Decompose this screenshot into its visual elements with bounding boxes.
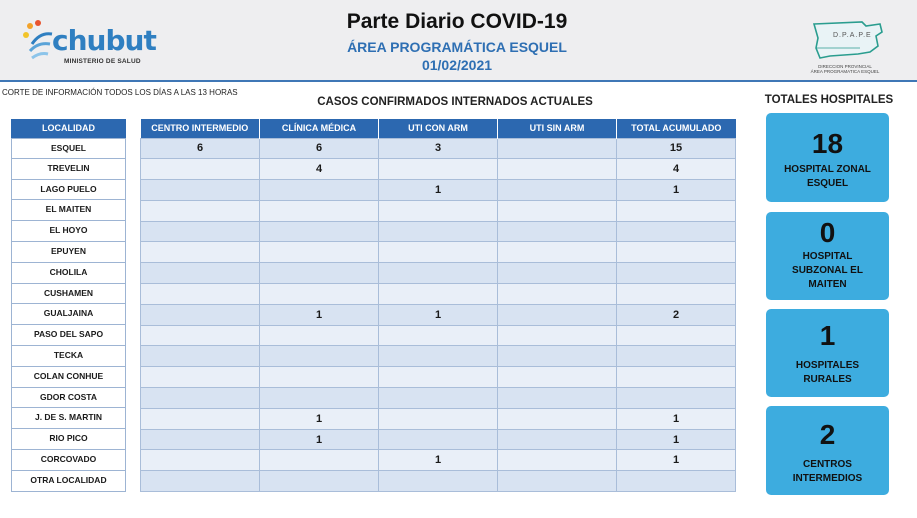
table-cell bbox=[141, 159, 260, 180]
table-cell bbox=[379, 263, 498, 284]
location-cell: EL MAITEN bbox=[11, 200, 126, 221]
table-cell bbox=[498, 325, 617, 346]
location-cell: EPUYEN bbox=[11, 242, 126, 263]
table-cell bbox=[141, 346, 260, 367]
card-value: 0 bbox=[819, 217, 836, 248]
table-cell bbox=[260, 200, 379, 221]
table-cell bbox=[260, 367, 379, 388]
table-cell bbox=[498, 408, 617, 429]
card-value: 1 bbox=[819, 320, 836, 351]
location-cell: RIO PICO bbox=[11, 429, 126, 450]
table-cell: 1 bbox=[617, 429, 736, 450]
table-row bbox=[141, 450, 736, 471]
table-cell bbox=[617, 284, 736, 305]
table-cell bbox=[617, 471, 736, 492]
column-header: CENTRO INTERMEDIO bbox=[141, 119, 260, 138]
location-cell: TREVELIN bbox=[11, 159, 126, 180]
table-cell: 3 bbox=[379, 138, 498, 159]
dpape-caption-line-2: ÁREA PROGRAMATICA ESQUEL bbox=[810, 69, 880, 74]
table-row bbox=[141, 346, 736, 367]
table-row bbox=[141, 429, 736, 450]
table-row bbox=[141, 200, 736, 221]
table-cell bbox=[498, 159, 617, 180]
logo-subtitle: MINISTERIO DE SALUD bbox=[64, 58, 141, 65]
dpape-caption bbox=[800, 64, 890, 74]
cases-table-body bbox=[141, 138, 736, 492]
location-cell: TECKA bbox=[11, 346, 126, 367]
table-cell bbox=[617, 242, 736, 263]
table-cell: 1 bbox=[260, 304, 379, 325]
logo-name: chubut bbox=[52, 24, 156, 57]
table-cell bbox=[617, 200, 736, 221]
table-cell: 1 bbox=[617, 450, 736, 471]
table-cell bbox=[141, 284, 260, 305]
province-map-icon bbox=[800, 18, 890, 64]
table-cell bbox=[260, 450, 379, 471]
card-hospital-subzonal bbox=[766, 212, 889, 300]
dpape-caption-line-1: DIRECCION PROVINCIAL bbox=[818, 64, 872, 69]
table-cell: 1 bbox=[379, 180, 498, 201]
sun-rays-icon bbox=[22, 18, 56, 64]
cases-table-header bbox=[141, 119, 736, 138]
table-cell bbox=[498, 242, 617, 263]
card-value: 2 bbox=[819, 419, 836, 450]
table-cell: 4 bbox=[617, 159, 736, 180]
report-date: 01/02/2021 bbox=[421, 57, 493, 73]
card-hospital-zonal bbox=[766, 113, 889, 202]
header-divider bbox=[0, 80, 917, 82]
table-cell bbox=[498, 388, 617, 409]
location-cell: PASO DEL SAPO bbox=[11, 325, 126, 346]
column-header: CLÍNICA MÉDICA bbox=[260, 119, 379, 138]
table-cell bbox=[260, 325, 379, 346]
table-row bbox=[141, 138, 736, 159]
cutoff-note: CORTE DE INFORMACIÓN TODOS LOS DÍAS A LAS 13 HORAS bbox=[2, 88, 238, 97]
chubut-logo bbox=[22, 18, 162, 70]
page-title: Parte Diario COVID-19 bbox=[346, 10, 568, 33]
card-hospitales-rurales bbox=[766, 309, 889, 397]
table-cell bbox=[379, 408, 498, 429]
table-cell: 15 bbox=[617, 138, 736, 159]
table-cell bbox=[141, 221, 260, 242]
page-subtitle: ÁREA PROGRAMÁTICA ESQUEL bbox=[347, 39, 567, 55]
dpape-logo bbox=[800, 18, 890, 76]
table-cell: 4 bbox=[260, 159, 379, 180]
location-cell: EL HOYO bbox=[11, 221, 126, 242]
table-cell bbox=[141, 325, 260, 346]
table-cell bbox=[260, 180, 379, 201]
location-cell: J. DE S. MARTIN bbox=[11, 408, 126, 429]
table-cell bbox=[379, 429, 498, 450]
location-cell: CORCOVADO bbox=[11, 450, 126, 471]
table-cell: 1 bbox=[260, 408, 379, 429]
card-value: 18 bbox=[811, 128, 844, 159]
table-cell bbox=[141, 388, 260, 409]
table-cell: 1 bbox=[617, 408, 736, 429]
location-header: LOCALIDAD bbox=[11, 119, 126, 138]
table-row bbox=[141, 221, 736, 242]
table-row bbox=[141, 325, 736, 346]
table-cell bbox=[260, 263, 379, 284]
table-cell bbox=[141, 367, 260, 388]
card-label: HOSPITALES RURALES bbox=[795, 360, 860, 385]
location-cell: ESQUEL bbox=[11, 138, 126, 159]
totals-title: TOTALES HOSPITALES bbox=[764, 94, 894, 106]
column-header: UTI CON ARM bbox=[379, 119, 498, 138]
table-cell bbox=[617, 221, 736, 242]
table-cell bbox=[379, 284, 498, 305]
table-cell bbox=[379, 325, 498, 346]
table-cell: 2 bbox=[617, 304, 736, 325]
table-cell bbox=[379, 221, 498, 242]
table-cell bbox=[498, 284, 617, 305]
table-row bbox=[141, 263, 736, 284]
table-cell bbox=[617, 388, 736, 409]
table-cell bbox=[617, 346, 736, 367]
table-cell bbox=[498, 471, 617, 492]
table-cell bbox=[498, 450, 617, 471]
cases-table bbox=[140, 119, 736, 492]
location-cell: COLAN CONHUE bbox=[11, 367, 126, 388]
column-header: TOTAL ACUMULADO bbox=[617, 119, 736, 138]
table-cell: 6 bbox=[260, 138, 379, 159]
table-cell bbox=[379, 159, 498, 180]
table-cell bbox=[260, 242, 379, 263]
table-cell bbox=[498, 200, 617, 221]
dpape-label: D.P.A.P.E bbox=[833, 32, 872, 39]
location-cell: GUALJAINA bbox=[11, 304, 126, 325]
table-cell bbox=[379, 388, 498, 409]
card-label: HOSPITAL ZONAL ESQUEL bbox=[784, 164, 871, 189]
table-cell: 1 bbox=[260, 429, 379, 450]
table-cell bbox=[141, 471, 260, 492]
table-cell: 1 bbox=[379, 450, 498, 471]
table-cell bbox=[379, 242, 498, 263]
table-cell bbox=[141, 304, 260, 325]
table-row bbox=[141, 388, 736, 409]
table-cell bbox=[141, 429, 260, 450]
table-cell bbox=[498, 263, 617, 284]
table-cell bbox=[379, 471, 498, 492]
table-cell bbox=[379, 367, 498, 388]
table-cell bbox=[617, 325, 736, 346]
table-cell bbox=[498, 429, 617, 450]
table-cell bbox=[260, 221, 379, 242]
table-cell bbox=[617, 367, 736, 388]
table-row bbox=[141, 304, 736, 325]
table-cell: 1 bbox=[617, 180, 736, 201]
location-cell: CHOLILA bbox=[11, 263, 126, 284]
table-cell bbox=[260, 388, 379, 409]
table-cell bbox=[379, 200, 498, 221]
table-title: CASOS CONFIRMADOS INTERNADOS ACTUALES bbox=[317, 96, 593, 108]
table-row bbox=[141, 408, 736, 429]
table-cell bbox=[141, 242, 260, 263]
location-cell: LAGO PUELO bbox=[11, 180, 126, 201]
report-header bbox=[0, 0, 917, 80]
table-row bbox=[141, 180, 736, 201]
table-cell bbox=[498, 221, 617, 242]
location-cell: GDOR COSTA bbox=[11, 388, 126, 409]
table-cell bbox=[141, 180, 260, 201]
table-row bbox=[141, 367, 736, 388]
card-label: CENTROS INTERMEDIOS bbox=[792, 459, 863, 484]
table-row bbox=[141, 159, 736, 180]
location-cell: CUSHAMEN bbox=[11, 284, 126, 305]
table-cell bbox=[498, 138, 617, 159]
table-cell: 6 bbox=[141, 138, 260, 159]
table-cell bbox=[141, 200, 260, 221]
table-cell bbox=[141, 408, 260, 429]
table-cell bbox=[498, 304, 617, 325]
table-row bbox=[141, 471, 736, 492]
location-list bbox=[11, 138, 126, 492]
table-cell bbox=[260, 471, 379, 492]
table-cell bbox=[260, 284, 379, 305]
table-cell bbox=[617, 263, 736, 284]
table-cell bbox=[379, 346, 498, 367]
table-cell bbox=[498, 346, 617, 367]
card-label: HOSPITAL SUBZONAL EL MAITEN bbox=[792, 251, 863, 290]
table-row bbox=[141, 242, 736, 263]
location-cell: OTRA LOCALIDAD bbox=[11, 471, 126, 492]
table-row bbox=[141, 284, 736, 305]
table-cell bbox=[498, 367, 617, 388]
table-cell bbox=[141, 450, 260, 471]
table-cell: 1 bbox=[379, 304, 498, 325]
table-cell bbox=[498, 180, 617, 201]
table-cell bbox=[260, 346, 379, 367]
card-centros-intermedios bbox=[766, 406, 889, 495]
column-header: UTI SIN ARM bbox=[498, 119, 617, 138]
table-cell bbox=[141, 263, 260, 284]
